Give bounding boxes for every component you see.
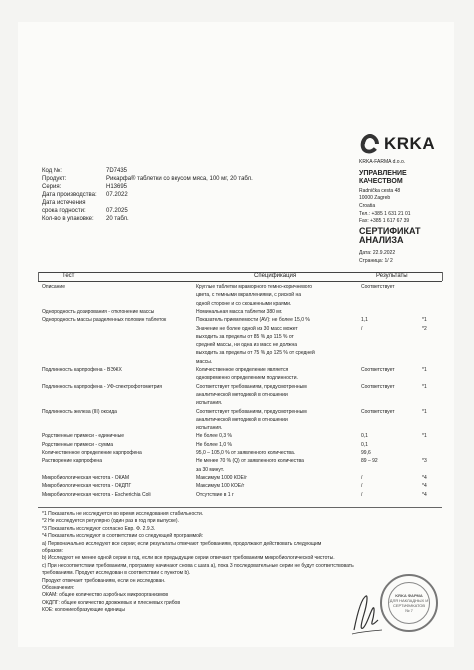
column-header-results: Результаты xyxy=(376,273,408,279)
cell-test: Однородность массы разделенных половин таблеток xyxy=(42,317,167,324)
cell-spec: цвета, с темными вкраплениями, с риской на xyxy=(196,292,301,299)
department-line-1: УПРАВЛЕНИЕ xyxy=(359,170,407,177)
cell-result: Соответствует xyxy=(361,408,395,415)
cell-note: *4 xyxy=(422,474,427,481)
cell-test: Количественное определение карпрофена xyxy=(42,450,142,456)
cell-note: *1 xyxy=(422,383,427,390)
cell-spec: Соответствует требованиям, предусмотренным xyxy=(196,408,307,415)
cell-note: *1 xyxy=(422,317,427,324)
cell-spec: средней массы, ни одна из масс не должна xyxy=(196,342,298,349)
fax: Fax: +385 1 617 67 39 xyxy=(359,218,410,224)
footnote-line: *4 Показатель исследуют в соответствии со следующей программой: xyxy=(42,533,204,540)
cell-note: *2 xyxy=(422,325,427,332)
cell-test: Родственные примеси - сумма xyxy=(42,441,113,448)
cell-test: Микробиологическая чистота - ОКАМ xyxy=(42,474,130,481)
cell-result: 0,1 xyxy=(361,433,368,440)
product-info-value: 07.2022 xyxy=(106,192,128,198)
stamp-line: № 7 xyxy=(405,608,413,613)
cell-test: Микробиологическая чистота - ОКДПГ xyxy=(42,483,132,490)
cell-spec: Круглые таблетки мраморного темно-коричневого xyxy=(196,284,313,290)
certificate-title-1: СЕРТИФИКАТ xyxy=(359,226,421,236)
footnote-line: *2 Не исследуется регулярно (один раз в год при выпуске). xyxy=(42,518,179,525)
cell-spec: испытания. xyxy=(196,400,223,407)
cell-result: / xyxy=(361,491,363,498)
cell-test: Подлинность карпрофена - ВЭЖХ xyxy=(42,367,122,373)
product-info-label: Кол-во в упаковке: xyxy=(42,216,94,222)
krka-logo-icon xyxy=(358,132,382,156)
cell-note: *4 xyxy=(422,491,427,498)
cell-spec: одной стороне и со скошенными краями. xyxy=(196,300,292,307)
cell-spec: Количественное определение является xyxy=(196,367,289,373)
footnote-line: Обозначения: xyxy=(42,585,75,591)
product-info-label: Код №: xyxy=(42,168,62,174)
cell-test: Родственные примеси - единичные xyxy=(42,433,125,440)
cell-spec: Номинальная масса таблетки 380 мг. xyxy=(196,308,283,315)
country: Croatia xyxy=(359,203,376,209)
cell-spec: Не более 0,3 % xyxy=(196,433,232,440)
cell-result: 99,6 xyxy=(361,450,371,456)
stamp-line: ДЛЯ НАКЛАДНЫХ И xyxy=(389,598,429,603)
certificate-page-number: Страница: 1/ 2 xyxy=(359,258,393,264)
footnote-line: *1 Показатель не исследуется во время исследования стабильности. xyxy=(42,511,204,517)
cell-spec: аналитической методикой в отношении xyxy=(196,391,288,398)
cell-note: *1 xyxy=(422,433,427,440)
cell-spec: Отсутствие в 1 г xyxy=(196,491,234,498)
legal-name: KRKA-FARMA d.o.o. xyxy=(359,159,406,165)
footnote-line: *3 Показатель исследуют согласно Евр. Ф. 2.9.3. xyxy=(42,525,156,532)
table-header-rule xyxy=(38,281,442,282)
product-info-label: Дата истечения xyxy=(42,200,86,206)
cell-note: *1 xyxy=(422,408,427,415)
product-info-value: 7D7435 xyxy=(106,168,128,174)
footnote-line: Продукт отвечает требованиям, если он исследован. xyxy=(42,577,166,584)
footnote-line: КОЕ: колониеобразующие единицы xyxy=(42,607,125,614)
department-line-2: КАЧЕСТВОМ xyxy=(359,178,403,185)
cell-test: Растворение карпрофена xyxy=(42,458,102,465)
footnote-line: a) Первоначально исследуют все серии; если результаты отвечают требованиям, продолжают действовать следующим xyxy=(42,540,322,547)
cell-test: Однородность дозирования - отклонение массы xyxy=(42,308,155,315)
cell-spec: Максимум 100 КОЕ/г xyxy=(196,483,245,490)
cell-spec: Показатель приемлемости (AV): не более 15,0 % xyxy=(196,317,310,324)
address-line-2: 10000 Zagreb xyxy=(359,195,391,201)
cell-spec: Значение не более одной из 30 масс может xyxy=(196,325,298,332)
cell-spec: испытания. xyxy=(196,425,223,432)
column-header-spec: Спецификация xyxy=(254,273,297,279)
table-bottom-rule xyxy=(38,507,442,508)
cell-spec: за 30 минут. xyxy=(196,466,225,473)
cell-test: Подлинность карпрофена - УФ-спектрофотометрия xyxy=(42,383,162,390)
product-info-label: Серия: xyxy=(42,184,62,190)
cell-spec: Соответствует требованиям, предусмотренным xyxy=(196,383,307,390)
footnote-line: ОКАМ: общее количество аэробных микроорганизмов xyxy=(42,592,169,599)
cell-spec: массы. xyxy=(196,358,213,365)
cell-result: / xyxy=(361,474,363,481)
product-info-label: Дата производства: xyxy=(42,192,97,198)
cell-note: *3 xyxy=(422,458,427,465)
table-right-border xyxy=(442,272,443,281)
cell-spec: Не менее 70 % (Q) от заявленного количества xyxy=(196,458,304,465)
product-info-label: срока годности: xyxy=(42,208,86,214)
cell-note: *1 xyxy=(422,367,427,373)
footnote-line: образом: xyxy=(42,548,63,554)
footnote-line: c) При несоответствии требованиям, программу начинают снова с шага a), пока 3 последовательные серии не будут соответствовать xyxy=(42,562,354,569)
certificate-page xyxy=(18,22,454,647)
cell-test: Описание xyxy=(42,284,66,290)
stamp-line: СЕРТИФИКАТОВ xyxy=(392,603,425,608)
product-info-value: 07.2025 xyxy=(106,208,128,214)
product-info-value: Рикарфа® таблетки со вкусом мяса, 100 мг, 20 табл. xyxy=(106,176,253,182)
cell-test: Микробиологическая чистота - Escherichia Coli xyxy=(42,491,151,498)
cell-result: 0,1 xyxy=(361,441,368,448)
cell-result: 1,1 xyxy=(361,317,368,324)
footnote-line: b) Исследуют не менее одной серии в год, если все предыдущие серии отвечают требованиям микробиологической чистоты. xyxy=(42,555,335,562)
cell-spec: выходить за пределы от 75 % до 125 % от средней xyxy=(196,350,315,357)
certificate-date: Дата: 22.9.2022 xyxy=(359,250,396,256)
cell-test: Подлинность железа (III) оксида xyxy=(42,408,117,415)
address-line-1: Radnička cesta 48 xyxy=(359,188,401,194)
cell-spec: 95,0 – 105,0 % от заявленного количества. xyxy=(196,450,296,456)
brand-name: KRKA xyxy=(384,134,436,153)
column-header-test: Тест xyxy=(62,273,75,279)
stamp-line: KRKA ФАРМА xyxy=(395,593,423,598)
footnote-line: требованиям. Продукт исследован в соответствии с пунктом b). xyxy=(42,570,191,577)
cell-result: Соответствует xyxy=(361,383,395,390)
cell-result: / xyxy=(361,483,363,490)
cell-spec: Максимум 1000 КОЕ/г xyxy=(196,474,248,481)
cell-result: Соответствует xyxy=(361,284,395,290)
cell-spec: выходить за пределы от 85 % до 115 % от xyxy=(196,333,294,340)
table-left-border xyxy=(38,272,39,281)
product-info-value: H13695 xyxy=(106,184,128,190)
signature-icon xyxy=(348,590,386,638)
cell-spec: аналитической методикой в отношении xyxy=(196,416,288,423)
cell-spec: Не более 1,0 % xyxy=(196,441,232,448)
cell-result: Соответствует xyxy=(361,367,395,373)
telephone: Тел.: +385 1 631 21 01 xyxy=(359,211,411,217)
footnote-line: ОКДПГ: общее количество дрожжевых и плесневых грибов xyxy=(42,599,180,606)
cell-note: *4 xyxy=(422,483,427,490)
product-info-value: 20 табл. xyxy=(106,216,129,222)
cell-result: 89 – 92 xyxy=(361,458,378,465)
certificate-title-2: АНАЛИЗА xyxy=(359,235,404,245)
cell-result: / xyxy=(361,325,363,332)
cell-spec: одновременно определением подлинности. xyxy=(196,375,298,382)
company-stamp xyxy=(380,574,438,632)
product-info-label: Продукт: xyxy=(42,176,67,182)
